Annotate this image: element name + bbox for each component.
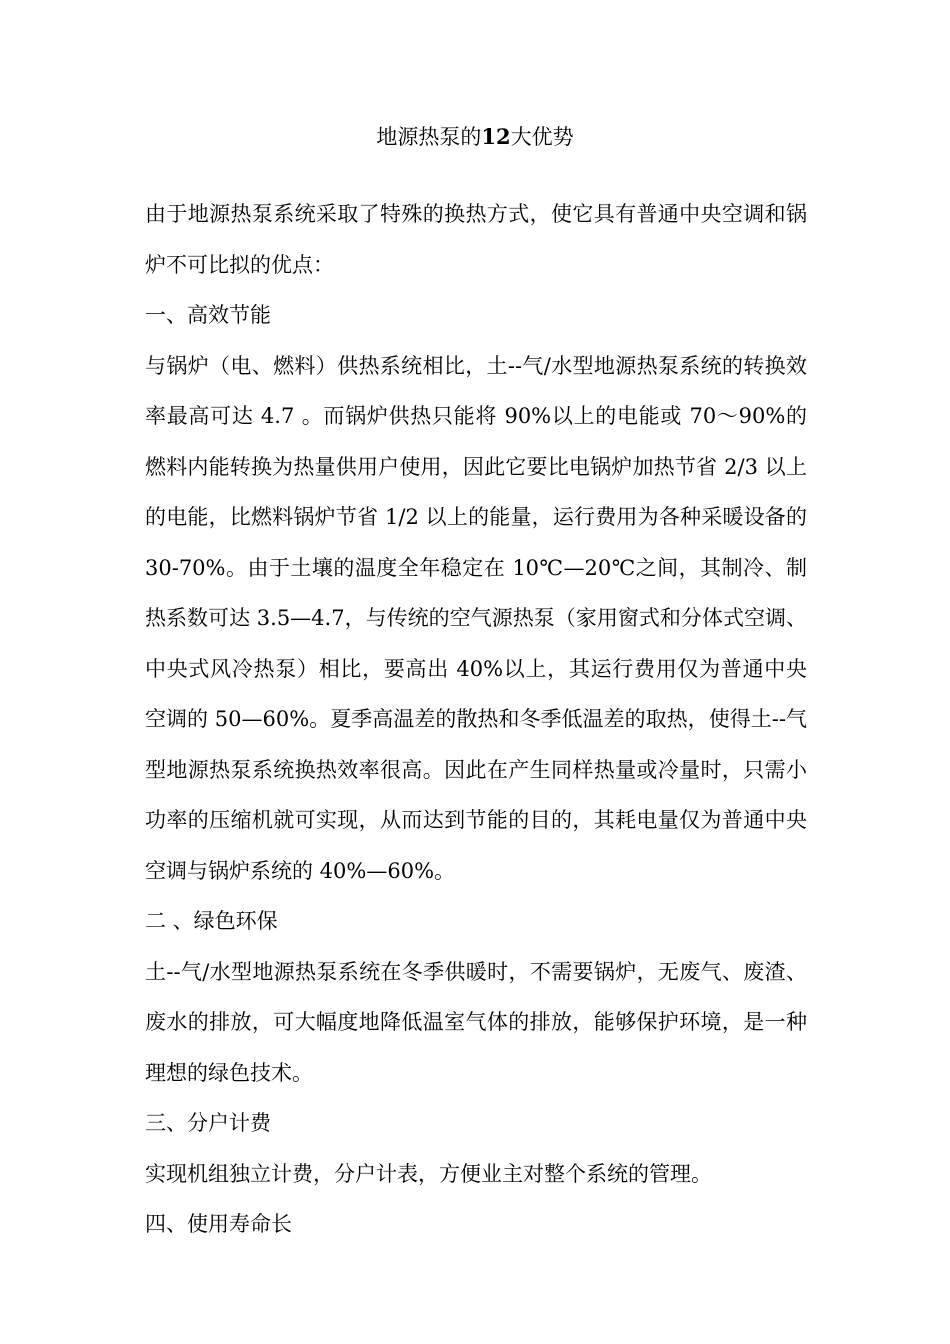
- section-heading-4: 四、使用寿命长: [145, 1212, 292, 1236]
- title-prefix: 地源热泵的: [376, 125, 482, 149]
- title-suffix: 大优势: [510, 125, 574, 149]
- page-title: [0, 120, 950, 154]
- section-heading-3: 三、分户计费: [145, 1111, 271, 1135]
- section-heading-2: 二 、绿色环保: [145, 909, 278, 933]
- section-heading-1: 一、高效节能: [145, 303, 271, 327]
- section-body-3: 实现机组独立计费，分户计表，方便业主对整个系统的管理。: [145, 1161, 712, 1186]
- section-body-1: 与锅炉（电、燃料）供热系统相比，土--气/水型地源热泵系统的转换效率最高可达 4.7 。而锅炉供热只能将 90%以上的电能或 70～90%的燃料内能转换为热量供用户使用，因此它要比电锅炉加热节省 2/3 以上的电能，比燃料锅炉节省 1/2 以上的能量，运行费用为各种采暖设备的 30-70%。由于土壤的温度全年稳定在 10℃—20℃之间，其制冷、制热系数可达 3.5—4.7，与传统的空气源热泵（家用窗式和分体式空调、中央式风冷热泵）相比，要高出 40%以上，其运行费用仅为普通中央空调的 50—60%。夏季高温差的散热和冬季低温差的取热，使得土--气型地源热泵系统换热效率很高。因此在产生同样热量或冷量时，只需小功率的压缩机就可实现，从而达到节能的目的，其耗电量仅为普通中央空调与锅炉系统的 40%—60%。: [145, 353, 807, 883]
- title-number: 12: [481, 124, 511, 149]
- intro-paragraph: 由于地源热泵系统采取了特殊的换热方式，使它具有普通中央空调和锅炉不可比拟的优点：: [145, 202, 807, 277]
- section-body-2: 土--气/水型地源热泵系统在冬季供暖时，不需要锅炉，无废气、废渣、废水的排放，可大幅度地降低温室气体的排放，能够保护环境，是一种理想的绿色技术。: [145, 959, 807, 1085]
- document-body: [145, 189, 807, 1250]
